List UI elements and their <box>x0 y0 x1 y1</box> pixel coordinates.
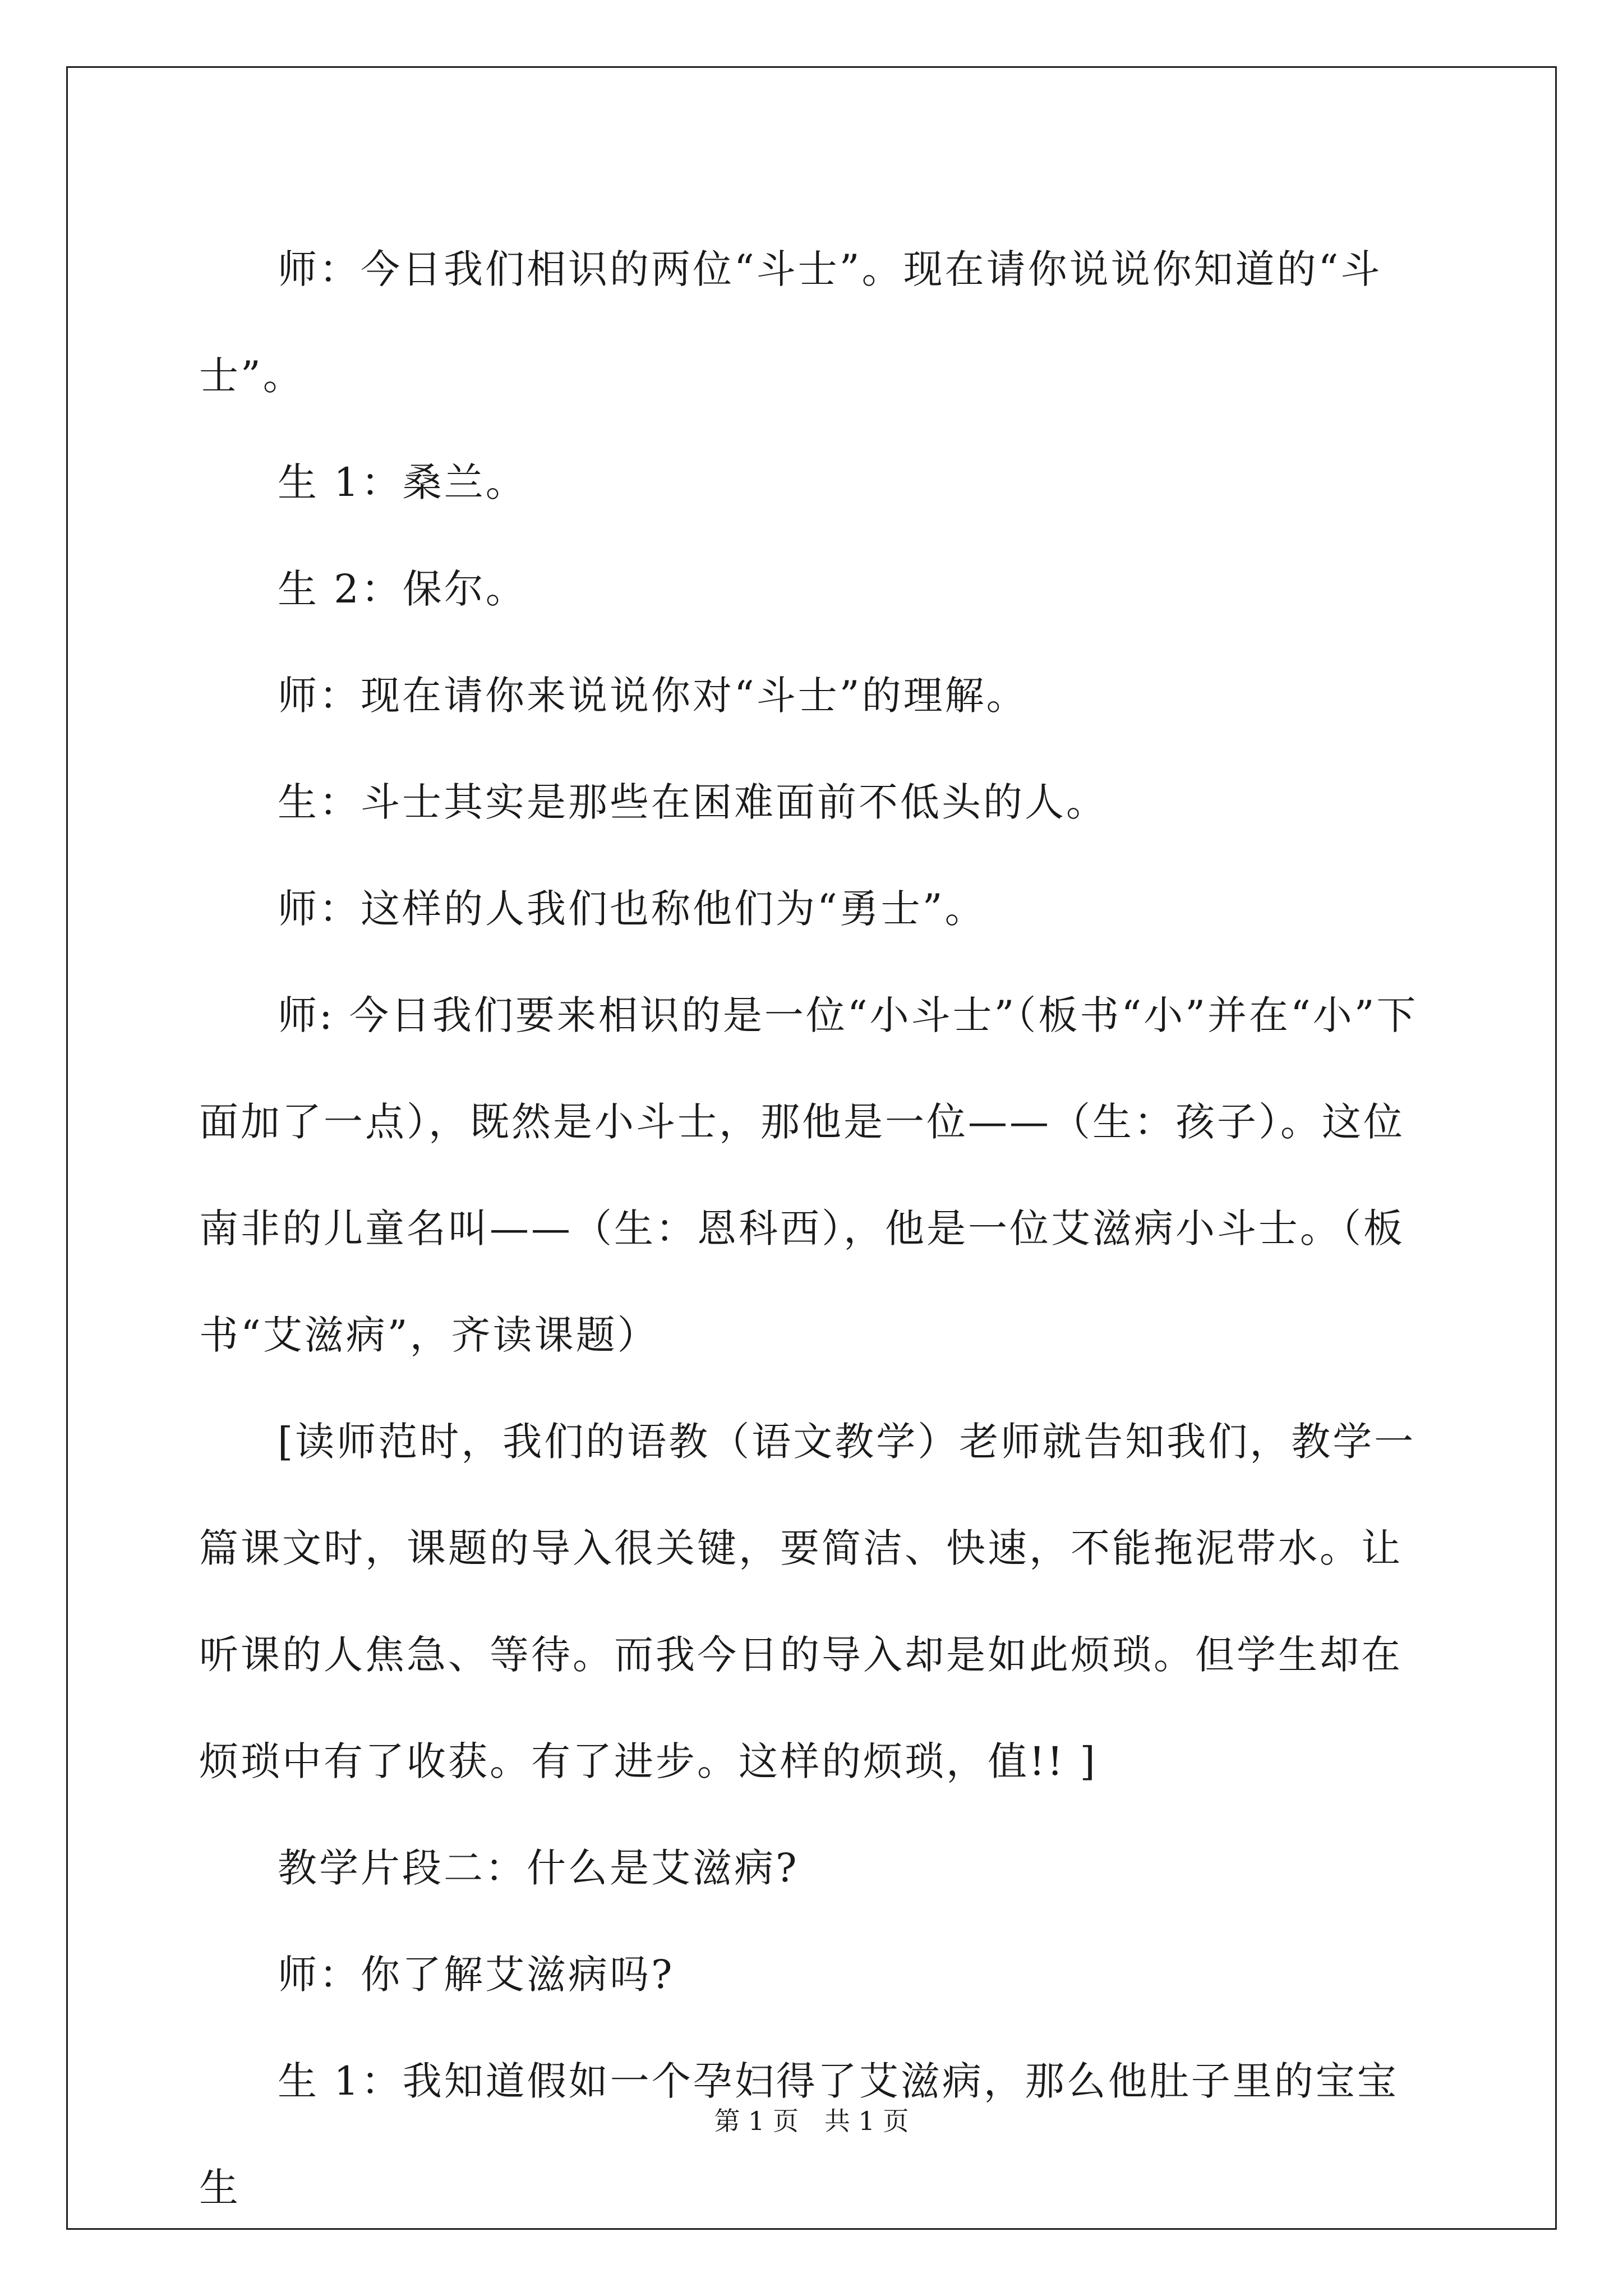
paragraph: 生 1：桑兰。 <box>278 459 527 505</box>
paragraph: 师：这样的人我们也称他们为“勇士”。 <box>278 886 986 932</box>
paragraph: 生：斗士其实是那些在困难面前不低头的人。 <box>278 779 1108 825</box>
paragraph: 生 2：保尔。 <box>278 566 527 612</box>
page-number: 第 1 页 共 1 页 <box>714 2106 909 2136</box>
page-footer <box>0 2101 1623 2138</box>
paragraph: 师：你了解艾滋病吗? <box>278 1952 675 1998</box>
document-body <box>199 216 1427 2241</box>
paragraph: 师：今日我们相识的两位“斗士”。现在请你说说你知道的“斗士”。 <box>199 246 1382 399</box>
paragraph: [读师范时，我们的语教（语文教学）老师就告知我们，教学一篇课文时，课题的导入很关键，要简洁、快速，不能拖泥带水。让听课的人焦急、等待。而我今日的导入却是如此烦琐。但学生却在烦琐中有了收获。有了进步。这样的烦琐，值!! ] <box>199 1419 1416 1784</box>
paragraph: 师：现在请你来说说你对“斗士”的理解。 <box>278 673 1028 719</box>
paragraph: 教学片段二：什么是艾滋病? <box>278 1845 799 1891</box>
paragraph: 师: 今日我们要来相识的是一位“小斗士”（板书“小”并在“小”下面加了一点），既然是小斗士，那他是一位——（生：孩子）。这位南非的儿童名叫——（生：恩科西），他是一位艾滋病小斗士。（板书“艾滋病”，齐读课题） <box>199 992 1418 1358</box>
paragraph: 生 1：我知道假如一个孕妇得了艾滋病，那么他肚子里的宝宝生 <box>199 2058 1399 2211</box>
